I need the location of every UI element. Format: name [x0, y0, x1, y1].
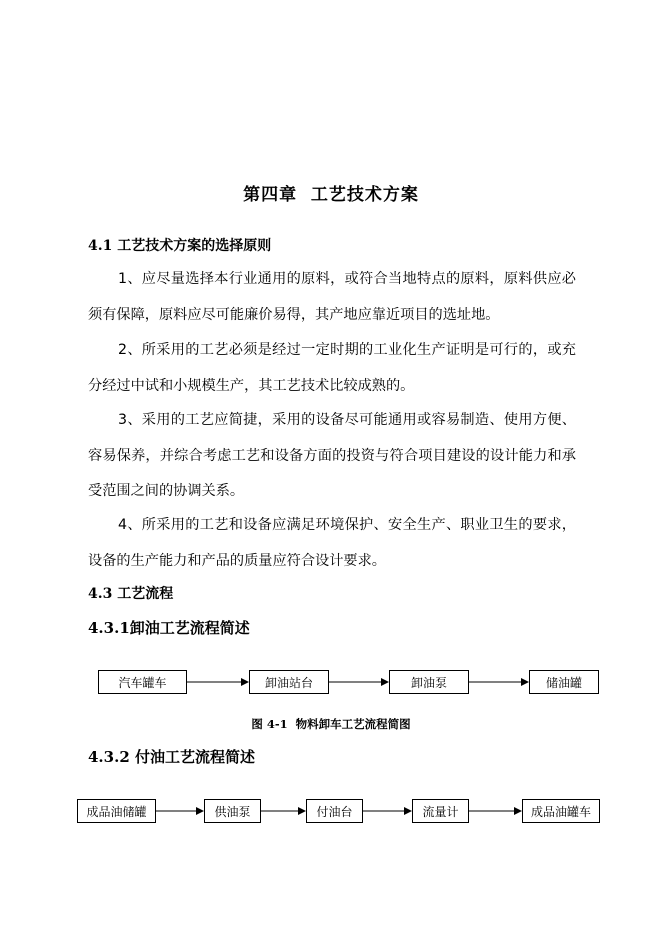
- flow2-box-loading-platform: 付油台: [306, 799, 363, 823]
- section-heading-4-3-2: 4.3.2 付油工艺流程简述: [88, 748, 255, 766]
- paragraph-3: 3、采用的工艺应简捷，采用的设备尽可能通用或容易制造、使用方便、容易保养，并综合考虑工艺和设备方面的投资与符合项目建设的设计能力和承受范围之间的协调关系。: [88, 412, 576, 499]
- flow2-box-flow-meter: 流量计: [412, 799, 469, 823]
- paragraph-1: 1、应尽量选择本行业通用的原料，或符合当地特点的原料，原料供应必须有保障，原料应尽可能廉价易得，其产地应靠近项目的选址地。: [88, 271, 576, 323]
- section-heading-4-1: 4.1 工艺技术方案的选择原则: [88, 238, 272, 254]
- figure-caption-4-1: 图 4-1 物料卸车工艺流程简图: [251, 717, 411, 731]
- flow2-box-supply-pump: 供油泵: [204, 799, 261, 823]
- flow1-box-unloading-pump: 卸油泵: [389, 670, 469, 694]
- section-heading-4-3: 4.3 工艺流程: [88, 586, 174, 602]
- paragraph-2: 2、所采用的工艺必须是经过一定时期的工业化生产证明是可行的，或充分经过中试和小规模生产，其工艺技术比较成熟的。: [88, 342, 576, 394]
- chapter-title: 第四章 工艺技术方案: [243, 185, 419, 205]
- flow2-box-product-tank-truck: 成品油罐车: [522, 799, 600, 823]
- section-heading-4-3-1: 4.3.1卸油工艺流程简述: [88, 619, 250, 637]
- flow1-box-tank-truck: 汽车罐车: [98, 670, 187, 694]
- paragraph-4: 4、所采用的工艺和设备应满足环境保护、安全生产、职业卫生的要求，设备的生产能力和产品的质量应符合设计要求。: [88, 517, 576, 569]
- flow1-box-unloading-platform: 卸油站台: [249, 670, 329, 694]
- flow2-box-product-tank: 成品油储罐: [77, 799, 156, 823]
- flow1-box-storage-tank: 储油罐: [529, 670, 599, 694]
